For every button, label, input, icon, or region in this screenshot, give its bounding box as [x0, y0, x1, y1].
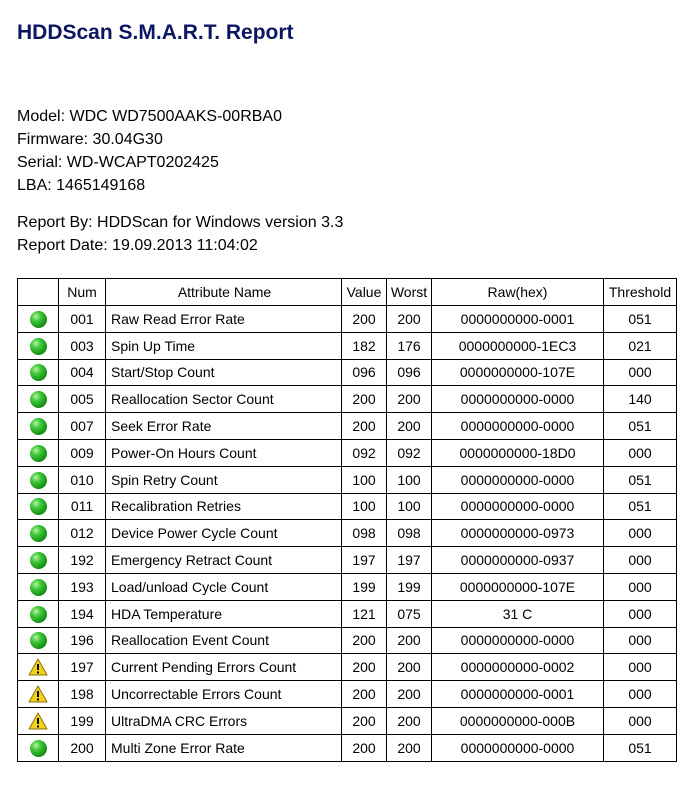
header-status [18, 279, 59, 306]
cell-num: 196 [59, 627, 106, 654]
table-row [18, 627, 677, 654]
cell-threshold: 051 [604, 493, 677, 520]
cell-attribute-name: Reallocation Sector Count [106, 386, 342, 413]
table-row [18, 306, 677, 333]
ok-status-icon [30, 338, 47, 355]
ok-status-icon [30, 525, 47, 542]
report-title: HDDScan S.M.A.R.T. Report [17, 21, 294, 44]
cell-attribute-name: Load/unload Cycle Count [106, 573, 342, 600]
cell-worst: 200 [387, 734, 432, 761]
header-num: Num [59, 279, 106, 306]
cell-status [18, 466, 59, 493]
cell-num: 005 [59, 386, 106, 413]
cell-status [18, 493, 59, 520]
cell-threshold: 000 [604, 600, 677, 627]
cell-value: 096 [342, 359, 387, 386]
cell-status [18, 600, 59, 627]
cell-raw: 0000000000-0937 [432, 547, 604, 574]
cell-worst: 200 [387, 386, 432, 413]
warning-status-icon [28, 685, 48, 703]
table-row [18, 600, 677, 627]
cell-threshold: 140 [604, 386, 677, 413]
serial-line: Serial: WD-WCAPT0202425 [17, 154, 219, 171]
cell-threshold: 000 [604, 520, 677, 547]
cell-worst: 200 [387, 654, 432, 681]
ok-status-icon [30, 311, 47, 328]
cell-raw: 0000000000-0002 [432, 654, 604, 681]
warning-status-icon [28, 658, 48, 676]
cell-status [18, 386, 59, 413]
cell-threshold: 000 [604, 627, 677, 654]
lba-line: LBA: 1465149168 [17, 177, 146, 194]
cell-attribute-name: HDA Temperature [106, 600, 342, 627]
cell-worst: 100 [387, 493, 432, 520]
cell-value: 200 [342, 627, 387, 654]
cell-value: 182 [342, 332, 387, 359]
cell-status [18, 573, 59, 600]
cell-value: 100 [342, 493, 387, 520]
cell-worst: 096 [387, 359, 432, 386]
cell-raw: 0000000000-18D0 [432, 439, 604, 466]
cell-raw: 0000000000-0001 [432, 306, 604, 333]
cell-num: 009 [59, 439, 106, 466]
ok-status-icon [30, 579, 47, 596]
cell-threshold: 051 [604, 734, 677, 761]
ok-status-icon [30, 606, 47, 623]
cell-attribute-name: Current Pending Errors Count [106, 654, 342, 681]
table-row [18, 707, 677, 734]
table-row [18, 466, 677, 493]
cell-threshold: 000 [604, 681, 677, 708]
cell-value: 121 [342, 600, 387, 627]
cell-value: 100 [342, 466, 387, 493]
cell-worst: 197 [387, 547, 432, 574]
cell-threshold: 000 [604, 654, 677, 681]
cell-num: 007 [59, 413, 106, 440]
cell-threshold: 051 [604, 466, 677, 493]
table-body [18, 306, 677, 762]
cell-threshold: 000 [604, 359, 677, 386]
cell-attribute-name: Spin Up Time [106, 332, 342, 359]
ok-status-icon [30, 364, 47, 381]
cell-threshold: 000 [604, 439, 677, 466]
cell-attribute-name: Emergency Retract Count [106, 547, 342, 574]
ok-status-icon [30, 391, 47, 408]
cell-attribute-name: Start/Stop Count [106, 359, 342, 386]
model-line: Model: WDC WD7500AAKS-00RBA0 [17, 108, 282, 125]
table-row [18, 734, 677, 761]
header-threshold: Threshold [604, 279, 677, 306]
cell-attribute-name: Device Power Cycle Count [106, 520, 342, 547]
cell-attribute-name: Seek Error Rate [106, 413, 342, 440]
cell-attribute-name: Reallocation Event Count [106, 627, 342, 654]
cell-num: 199 [59, 707, 106, 734]
cell-num: 004 [59, 359, 106, 386]
cell-num: 197 [59, 654, 106, 681]
cell-num: 192 [59, 547, 106, 574]
cell-value: 200 [342, 306, 387, 333]
cell-attribute-name: Power-On Hours Count [106, 439, 342, 466]
cell-value: 200 [342, 654, 387, 681]
report-by-line: Report By: HDDScan for Windows version 3.3 [17, 214, 344, 231]
ok-status-icon [30, 552, 47, 569]
cell-status [18, 359, 59, 386]
header-attribute-name: Attribute Name [106, 279, 342, 306]
cell-status [18, 306, 59, 333]
table-row [18, 386, 677, 413]
cell-num: 198 [59, 681, 106, 708]
cell-worst: 199 [387, 573, 432, 600]
table-row [18, 654, 677, 681]
cell-status [18, 654, 59, 681]
cell-worst: 100 [387, 466, 432, 493]
cell-num: 011 [59, 493, 106, 520]
cell-status [18, 332, 59, 359]
cell-raw: 0000000000-0000 [432, 413, 604, 440]
cell-attribute-name: Raw Read Error Rate [106, 306, 342, 333]
cell-worst: 092 [387, 439, 432, 466]
cell-worst: 098 [387, 520, 432, 547]
table-header-row [18, 279, 677, 306]
table-row [18, 359, 677, 386]
firmware-line: Firmware: 30.04G30 [17, 131, 163, 148]
header-worst: Worst [387, 279, 432, 306]
cell-status [18, 627, 59, 654]
cell-threshold: 021 [604, 332, 677, 359]
cell-num: 194 [59, 600, 106, 627]
cell-raw: 0000000000-0000 [432, 386, 604, 413]
cell-raw: 0000000000-000B [432, 707, 604, 734]
cell-attribute-name: Recalibration Retries [106, 493, 342, 520]
cell-num: 003 [59, 332, 106, 359]
cell-num: 001 [59, 306, 106, 333]
ok-status-icon [30, 472, 47, 489]
table-row [18, 547, 677, 574]
cell-status [18, 520, 59, 547]
table-row [18, 439, 677, 466]
ok-status-icon [30, 418, 47, 435]
cell-num: 012 [59, 520, 106, 547]
table-row [18, 493, 677, 520]
report-date-line: Report Date: 19.09.2013 11:04:02 [17, 237, 258, 254]
report-info [17, 211, 343, 257]
ok-status-icon [30, 740, 47, 757]
cell-value: 200 [342, 386, 387, 413]
cell-worst: 200 [387, 413, 432, 440]
cell-value: 200 [342, 707, 387, 734]
cell-value: 098 [342, 520, 387, 547]
cell-status [18, 734, 59, 761]
header-value: Value [342, 279, 387, 306]
cell-raw: 0000000000-0000 [432, 627, 604, 654]
cell-raw: 0000000000-107E [432, 359, 604, 386]
cell-raw: 0000000000-0973 [432, 520, 604, 547]
ok-status-icon [30, 632, 47, 649]
cell-value: 197 [342, 547, 387, 574]
cell-status [18, 439, 59, 466]
table-row [18, 332, 677, 359]
table-row [18, 681, 677, 708]
warning-status-icon [28, 712, 48, 730]
cell-raw: 0000000000-0000 [432, 734, 604, 761]
cell-worst: 176 [387, 332, 432, 359]
cell-worst: 075 [387, 600, 432, 627]
cell-status [18, 681, 59, 708]
cell-attribute-name: UltraDMA CRC Errors [106, 707, 342, 734]
table-row [18, 520, 677, 547]
cell-value: 200 [342, 734, 387, 761]
cell-worst: 200 [387, 681, 432, 708]
cell-num: 010 [59, 466, 106, 493]
cell-status [18, 547, 59, 574]
cell-threshold: 051 [604, 413, 677, 440]
smart-attributes-table [17, 278, 677, 762]
cell-num: 200 [59, 734, 106, 761]
header-raw: Raw(hex) [432, 279, 604, 306]
cell-num: 193 [59, 573, 106, 600]
cell-threshold: 051 [604, 306, 677, 333]
device-info [17, 105, 282, 197]
cell-attribute-name: Spin Retry Count [106, 466, 342, 493]
cell-attribute-name: Multi Zone Error Rate [106, 734, 342, 761]
cell-threshold: 000 [604, 707, 677, 734]
cell-attribute-name: Uncorrectable Errors Count [106, 681, 342, 708]
table-row [18, 413, 677, 440]
cell-status [18, 413, 59, 440]
cell-raw: 0000000000-0000 [432, 493, 604, 520]
cell-value: 200 [342, 413, 387, 440]
cell-raw: 0000000000-0000 [432, 466, 604, 493]
cell-raw: 31 C [432, 600, 604, 627]
cell-threshold: 000 [604, 573, 677, 600]
cell-value: 092 [342, 439, 387, 466]
cell-value: 199 [342, 573, 387, 600]
cell-worst: 200 [387, 627, 432, 654]
cell-threshold: 000 [604, 547, 677, 574]
cell-worst: 200 [387, 707, 432, 734]
table-row [18, 573, 677, 600]
cell-raw: 0000000000-1EC3 [432, 332, 604, 359]
cell-worst: 200 [387, 306, 432, 333]
ok-status-icon [30, 445, 47, 462]
cell-status [18, 707, 59, 734]
cell-raw: 0000000000-0001 [432, 681, 604, 708]
cell-value: 200 [342, 681, 387, 708]
ok-status-icon [30, 498, 47, 515]
cell-raw: 0000000000-107E [432, 573, 604, 600]
